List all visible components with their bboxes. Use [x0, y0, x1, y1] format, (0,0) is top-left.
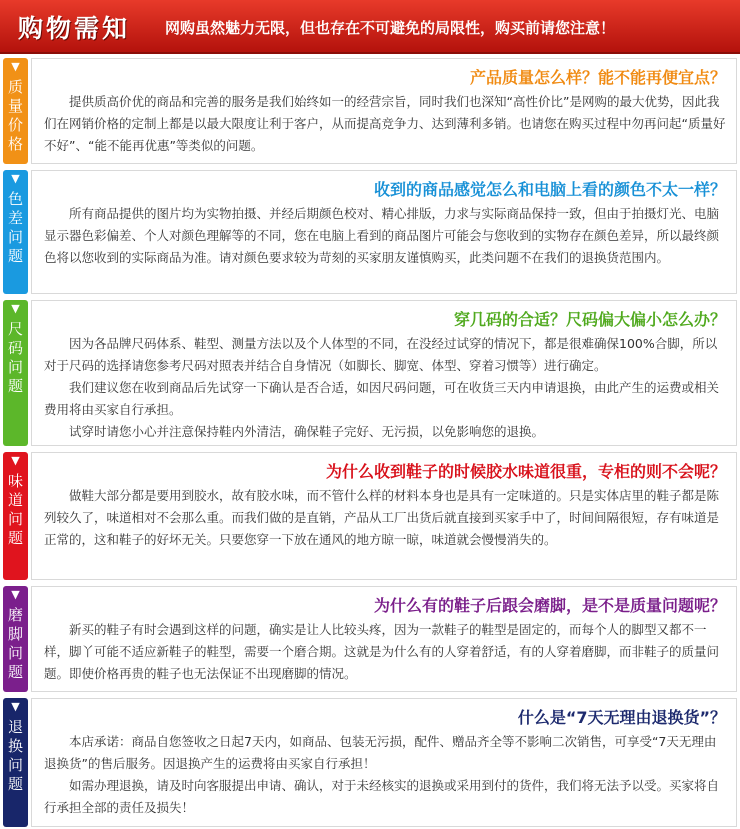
section-body	[44, 333, 728, 443]
section-panel	[31, 58, 737, 164]
page-title: 购物需知	[18, 14, 131, 43]
page-header	[0, 0, 740, 54]
section-body	[44, 485, 728, 551]
section-question: 为什么有的鞋子后跟会磨脚，是不是质量问题呢？	[373, 596, 726, 615]
section-tab-label: 退换问题	[7, 718, 23, 793]
notice-section	[0, 584, 740, 694]
section-tab	[3, 58, 28, 164]
section-paragraph: 本店承诺：商品自您签收之日起7天内，如商品、包装无污损，配件、赠品齐全等不影响二次销售，可享受“7天无理由退换货”的售后服务。因退换产生的运费将由买家自行承担！	[44, 734, 717, 771]
section-panel	[31, 170, 737, 294]
section-paragraph: 因为各品牌尺码体系、鞋型、测量方法以及个人体型的不同，在没经过试穿的情况下，都是很难确保100%合脚，所以对于尺码的选择请您参考尺码对照表并结合自身情况（如脚长、脚宽、体型、穿着习惯等）进行确定。	[44, 336, 718, 373]
section-paragraph: 所有商品提供的图片均为实物拍摄、并经后期颜色校对、精心排版，力求与实际商品保持一致，但由于拍摄灯光、电脑显示器色彩偏差、个人对颜色理解等的不同，您在电脑上看到的商品图片可能会与您收到的实物存在颜色差异，所以最终颜色将以您收到的实际商品为准。请对颜色要求较为苛刻的买家朋友谨慎购买，此类问题不在我们的退换货范围内。	[44, 206, 720, 265]
triangle-down-icon: ▼	[11, 454, 20, 467]
section-panel	[31, 698, 737, 827]
section-question: 穿几码的合适？尺码偏大偏小怎么办？	[453, 310, 726, 329]
section-question: 收到的商品感觉怎么和电脑上看的颜色不太一样？	[373, 180, 726, 199]
section-paragraph: 提供质高价优的商品和完善的服务是我们始终如一的经营宗旨，同时我们也深知“高性价比”是网购的最大优势，因此我们在网销价格的定制上都是以最大限度让利于客户，从而提高竞争力、达到薄利多销。也请您在购买过程中勿再问起“质量好不好”、“能不能再优惠”等类似的问题。	[44, 94, 726, 153]
page-subtitle: 网购虽然魅力无限，但也存在不可避免的局限性，购买前请您注意！	[165, 19, 616, 37]
triangle-down-icon: ▼	[11, 700, 20, 713]
section-panel	[31, 586, 737, 692]
section-question: 产品质量怎么样？能不能再便宜点？	[469, 68, 726, 87]
section-paragraph: 我们建议您在收到商品后先试穿一下确认是否合适，如因尺码问题，可在收货三天内申请退换，由此产生的运费或相关费用将由买家自行承担。	[44, 380, 720, 417]
section-paragraph: 新买的鞋子有时会遇到这样的问题，确实是让人比较头疼，因为一款鞋子的鞋型是固定的，而每个人的脚型又都不一样，脚丫可能不适应新鞋子的鞋型，需要一个磨合期。这就是为什么有的人穿着舒适，有的人穿着磨脚，而非鞋子的质量问题。即使价格再贵的鞋子也无法保证不出现磨脚的情况。	[44, 622, 720, 681]
section-body	[44, 619, 728, 685]
triangle-down-icon: ▼	[11, 172, 20, 185]
section-paragraph: 做鞋大部分都是要用到胶水，故有胶水味，而不管什么样的材料本身也是具有一定味道的。只是实体店里的鞋子都是陈列较久了，味道相对不会那么重。而我们做的是直销，产品从工厂出货后就直接到买家手中了，时间间隔很短，存有味道是正常的，这和鞋子的好坏无关。只要您穿一下放在通风的地方晾一晾，味道就会慢慢消失的。	[44, 488, 720, 547]
triangle-down-icon: ▼	[11, 302, 20, 315]
notice-section	[0, 696, 740, 829]
notice-section	[0, 168, 740, 296]
triangle-down-icon: ▼	[11, 588, 20, 601]
section-tab-label: 尺码问题	[7, 320, 23, 395]
section-tab	[3, 586, 28, 692]
section-panel	[31, 300, 737, 446]
notice-section	[0, 298, 740, 448]
section-tab-label: 味道问题	[7, 472, 23, 547]
section-body	[44, 91, 728, 157]
section-tab	[3, 170, 28, 294]
section-question: 什么是“7天无理由退换货”？	[517, 708, 726, 727]
section-body	[44, 203, 728, 269]
section-paragraph: 试穿时请您小心并注意保持鞋内外清洁，确保鞋子完好、无污损，以免影响您的退换。	[69, 424, 545, 439]
section-tab-label: 质量价格	[7, 78, 23, 153]
section-body	[44, 731, 728, 819]
section-question: 为什么收到鞋子的时候胶水味道很重，专柜的则不会呢？	[325, 462, 726, 481]
triangle-down-icon: ▼	[11, 60, 20, 73]
section-tab	[3, 300, 28, 446]
notice-section	[0, 56, 740, 166]
section-tab	[3, 698, 28, 827]
section-tab-label: 磨脚问题	[7, 606, 23, 681]
section-tab-label: 色差问题	[7, 190, 23, 265]
section-paragraph: 如需办理退换，请及时向客服提出申请、确认，对于未经核实的退换或采用到付的货件，我们将无法予以受。买家将自行承担全部的责任及损失！	[44, 778, 720, 815]
notice-section	[0, 450, 740, 582]
section-panel	[31, 452, 737, 580]
section-tab	[3, 452, 28, 580]
